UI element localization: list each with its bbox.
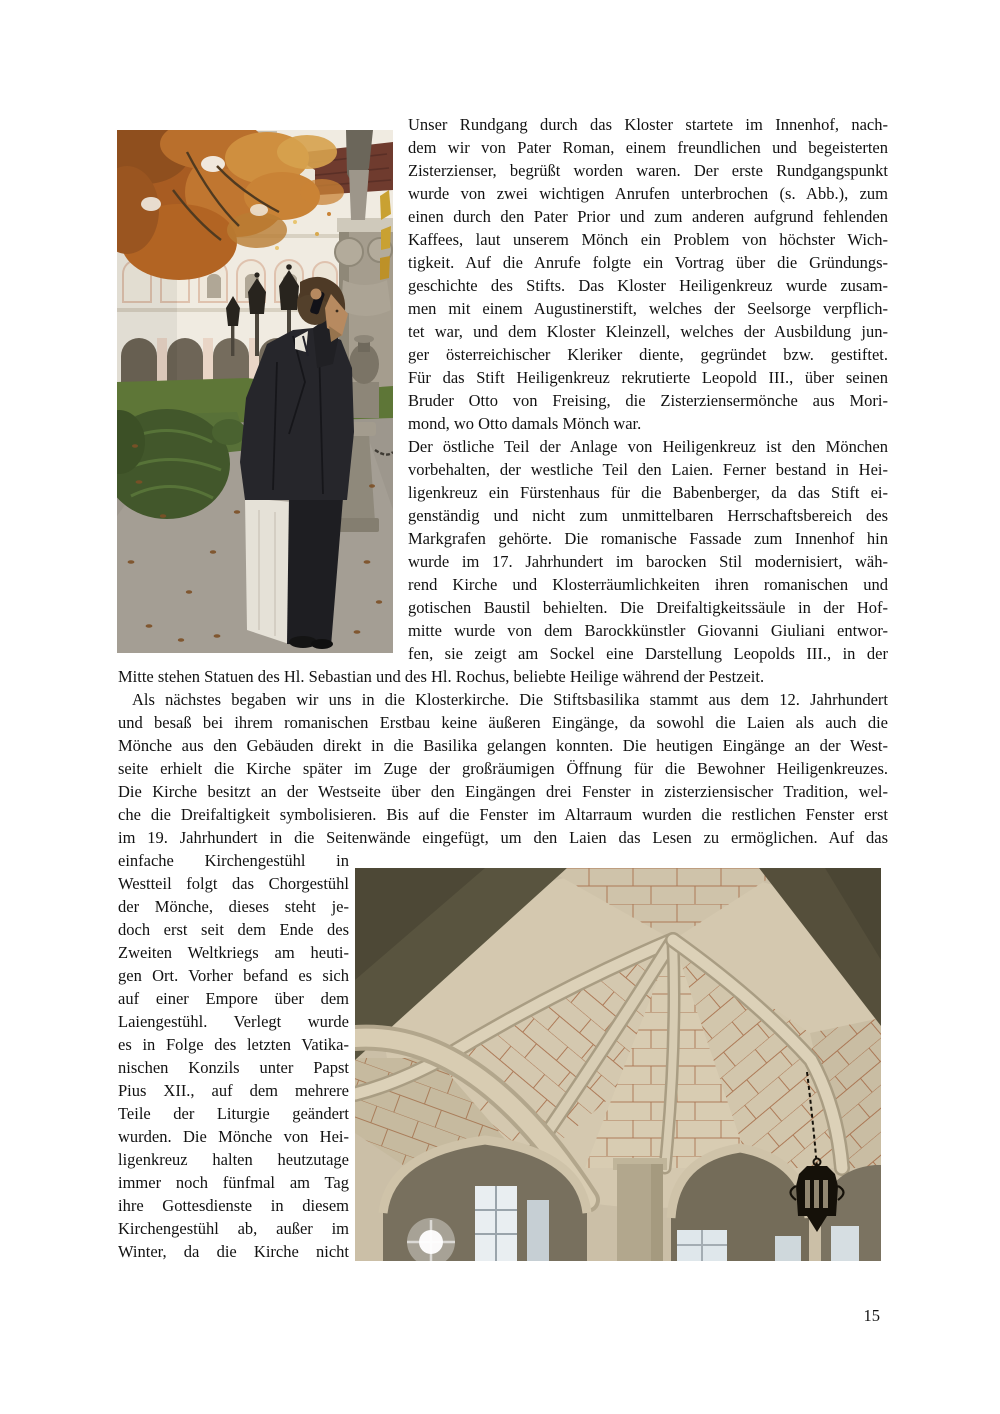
text-line: Westteil folgt das Chorgestühl — [118, 874, 349, 893]
paragraph-1-lines — [408, 113, 888, 412]
text-line: gen Ort. Vorher befand es sich — [118, 966, 349, 985]
text-line: dem wir von Pater Roman, einem freundlichen und begeisterten — [408, 138, 888, 157]
text-line: Teile der Liturgie geändert — [118, 1104, 349, 1123]
photo-courtyard-monk — [117, 130, 393, 653]
text-line: Für das Stift Heiligenkreuz rekrutierte Leopold III., über seinen — [408, 368, 888, 387]
text-line: tet war, und dem Kloster Kleinzell, welches der Ausbildung jun- — [408, 322, 888, 341]
photo-vaulted-ceiling — [355, 868, 881, 1261]
page-number: 15 — [863, 1306, 880, 1325]
text-line: einen durch den Pater Prior und zum anderen aufgrund fehlenden — [408, 207, 888, 226]
text-line: ligenkreuz halten heutzutage — [118, 1150, 349, 1169]
text-line: fen, sie zeigt am Sockel eine Darstellung Leopolds III., in der — [408, 644, 888, 663]
text-line: und besaß bei ihrem romanischen Erstbau keine äußeren Eingänge, da sowohl die Laien als auch die — [118, 713, 888, 732]
vaulted-ceiling-illustration — [355, 868, 881, 1261]
paragraph-1-last-line: mond, wo Otto damals Mönch war. — [408, 414, 642, 433]
text-line: Markgrafen gehörte. Die romanische Fassade zum Innenhof hin — [408, 529, 888, 548]
body-text-column-left — [118, 849, 349, 1263]
text-line: tigkeit. Auf die Anrufe folgte ein Vortrag über die Gründungs- — [408, 253, 888, 272]
text-line: ligenkreuz ein Fürstenhaus für die Babenberger, da das Stift ei- — [408, 483, 888, 502]
paragraph-2-lines — [408, 435, 888, 665]
text-line: auf einer Empore über dem — [118, 989, 349, 1008]
text-line: Kaffees, laut unserem Mönch ein Problem von höchster Wich- — [408, 230, 888, 249]
text-line: Pius XII., auf dem mehrere — [118, 1081, 349, 1100]
text-line: Zisterzienser, begrüßt worden waren. Der erste Rundgangspunkt — [408, 161, 888, 180]
text-line: Kirchengestühl ab, außer im — [118, 1219, 349, 1238]
text-line: wurde von zwei wichtigen Anrufen unterbrochen (s. Abb.), zum — [408, 184, 888, 203]
text-line: immer noch fünfmal am Tag — [118, 1173, 349, 1192]
text-line: Die Kirche besitzt an der Westseite über den Eingängen drei Fenster in zisterziensischer Tradition, wel- — [118, 782, 888, 801]
text-line: Zweiten Weltkriegs am heuti- — [118, 943, 349, 962]
paragraph-2-last-line: Mitte stehen Statuen des Hl. Sebastian und des Hl. Rochus, beliebte Heilige während der Pestzeit. — [118, 667, 765, 686]
text-line: Laiengestühl. Verlegt wurde — [118, 1012, 349, 1031]
body-text-column-right — [408, 113, 888, 665]
text-line: gotischen Baustil behielten. Die Dreifaltigkeitssäule in der Hof- — [408, 598, 888, 617]
text-line: rend Kirche und Klosterräumlichkeiten ihren romanischen und — [408, 575, 888, 594]
text-line: Der östliche Teil der Anlage von Heiligenkreuz ist den Mönchen — [408, 437, 888, 456]
paragraph-3-first-line: Als nächstes begaben wir uns in die Klosterkirche. Die Stiftsbasilika stammt aus dem 12. Jahrhundert — [132, 690, 888, 709]
paragraph-3-continued-lines — [118, 849, 349, 1263]
text-line: Winter, da die Kirche nicht — [118, 1242, 349, 1261]
text-line: mitte wurde von dem Barockkünstler Giovanni Giuliani entwor- — [408, 621, 888, 640]
text-line: einfache Kirchengestühl in — [118, 851, 349, 870]
text-line: che die Dreifaltigkeit symbolisieren. Bis auf die Fenster im Altarraum wurden die restlichen Fenster erst — [118, 805, 888, 824]
text-line: vorbehalten, der westliche Teil den Laien. Ferner bestand in Hei- — [408, 460, 888, 479]
text-line: genständig und nicht zum unmittelbaren Herrschaftsbereich des — [408, 506, 888, 525]
text-line: Unser Rundgang durch das Kloster startete im Innenhof, nach- — [408, 115, 888, 134]
text-line: ihre Gottesdienste in diesem — [118, 1196, 349, 1215]
body-text-full-width — [118, 665, 888, 849]
text-line: im 19. Jahrhundert in die Seitenwände eingefügt, um den Laien das Lesen zu ermöglichen. Auf das — [118, 828, 888, 847]
courtyard-monk-illustration — [117, 130, 393, 653]
text-line: es in Folge des letzten Vatika- — [118, 1035, 349, 1054]
text-line: der Mönche, dieses steht je- — [118, 897, 349, 916]
text-line: ger österreichischer Kleriker diente, gegründet bzw. gestiftet. — [408, 345, 888, 364]
text-line: Bruder Otto von Freising, die Zisterziensermönche aus Mori- — [408, 391, 888, 410]
text-line: Mönche aus den Gebäuden direkt in die Basilika gelangen konnten. Die heutigen Eingänge an der West- — [118, 736, 888, 755]
paragraph-3-lines — [118, 711, 888, 849]
text-line: nischen Konzils unter Papst — [118, 1058, 349, 1077]
text-line: men mit einem Augustinerstift, welches der Seelsorge verpflich- — [408, 299, 888, 318]
text-line: wurde im 17. Jahrhundert im barocken Stil modernisiert, wäh- — [408, 552, 888, 571]
text-line: wurden. Die Mönche von Hei- — [118, 1127, 349, 1146]
text-line: geschichte des Stifts. Das Kloster Heiligenkreuz wurde zusam- — [408, 276, 888, 295]
text-line: seite erhielt die Kirche später im Zuge der großräumigen Öffnung für die Bewohner Heiligenkreuzes. — [118, 759, 888, 778]
text-line: doch erst seit dem Ende des — [118, 920, 349, 939]
